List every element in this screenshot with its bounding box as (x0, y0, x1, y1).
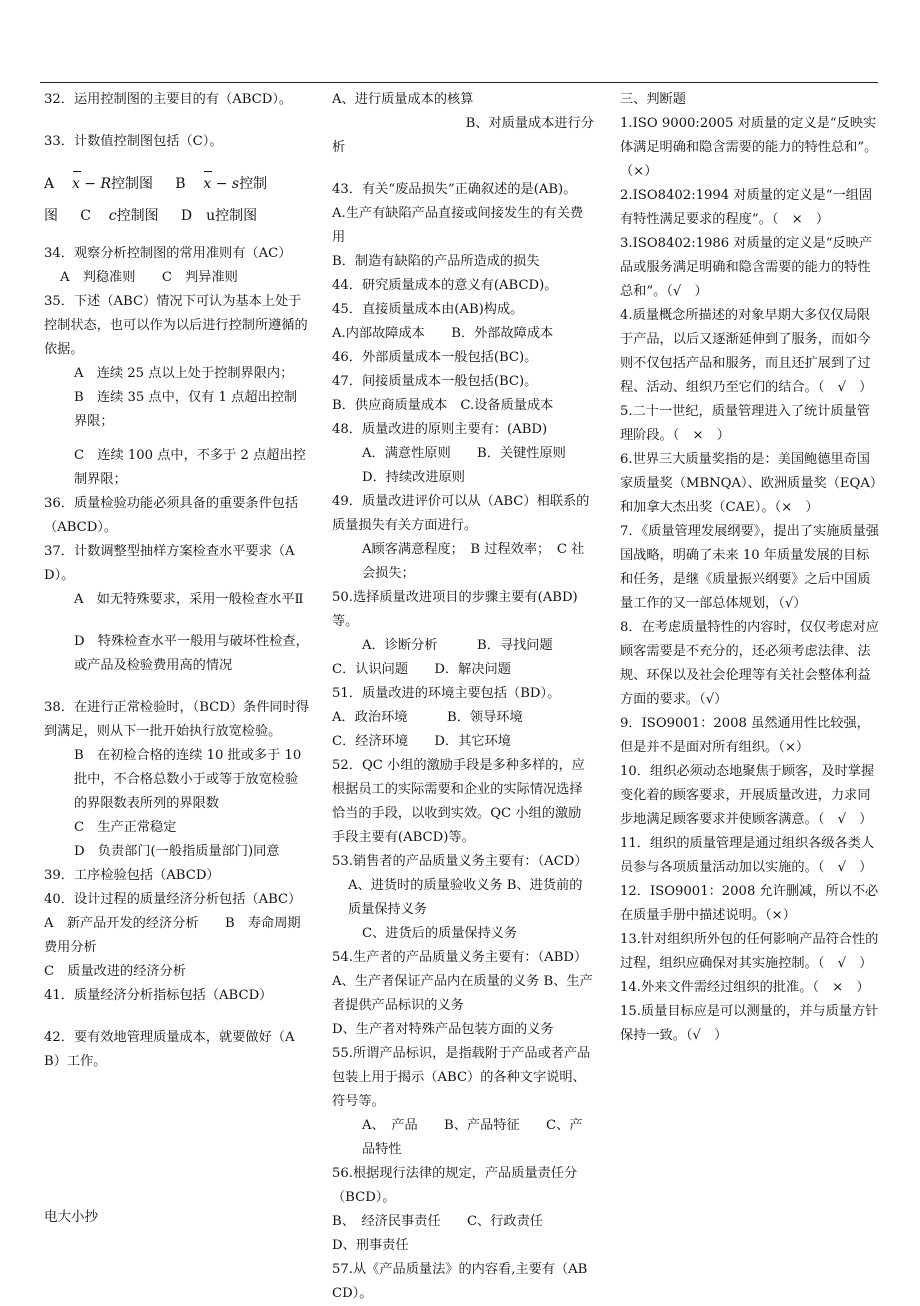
judgement-8: 8．在考虑质量特性的内容时，仅仅考虑对应顾客需要是不充分的，还必须考虑法律、法规、环保以及社会伦理等有关社会整体利益方面的要求。（√） (620, 620, 879, 707)
question-56: 56.根据现行法律的规定，产品质量责任分（BCD）。 (332, 1166, 578, 1205)
question-35-c: C 连续 100 点中，不多于 2 点超出控制界限； (74, 448, 306, 487)
judgement-10: 10．组织必须动态地聚焦于顾客，及时掌握变化着的顾客要求，开展质量改进，力求同步地满足顾客要求并使顾客满意。（ √ ） (620, 764, 875, 827)
question-45: 45．直接质量成本由(AB)构成。 (332, 302, 524, 317)
question-55: 55.所谓产品标识，是指载附于产品或者产品包装上用于揭示（ABC）的各种文字说明、符号等。 (332, 1046, 591, 1109)
judgement-5: 5.二十一世纪，质量管理进入了统计质量管理阶段。（ × ） (620, 404, 870, 443)
column-3 (620, 88, 882, 1048)
question-40: 40．设计过程的质量经济分析包括（ABC） (44, 892, 302, 907)
question-47: 47．间接质量成本一般包括(BC)。 (332, 374, 538, 389)
question-54-ab: A、生产者保证产品内在质量的义务 B、生产者提供产品标识的义务 (332, 974, 593, 1013)
question-41: 41．质量经济分析指标包括（ABCD） (44, 988, 273, 1003)
question-53: 53.销售者的产品质量义务主要有：（ACD） (332, 854, 588, 869)
question-52: 52．QC 小组的激励手段是多种多样的，应根据员工的实际需要和企业的实际情况选择恰当的手段，以收到实效。QC 小组的激励手段主要有(ABCD)等。 (332, 758, 585, 845)
judgement-1: 1.ISO 9000:2005 对质量的定义是“反映实体满足明确和隐含需要的能力的特性总和”。（×） (620, 116, 878, 179)
question-37: 37．计数调整型抽样方案检查水平要求（AD）。 (44, 544, 295, 583)
question-42-a: A、进行质量成本的核算 (332, 92, 474, 107)
option-b-label: B (175, 176, 186, 192)
judgement-11: 11．组织的质量管理是通过组织各级各类人员参与各项质量活动加以实施的。（ √ ） (620, 836, 875, 875)
option-a-tail: 控制图 (111, 176, 154, 192)
question-40-c: C 质量改进的经济分析 (44, 964, 186, 979)
question-50-cd: C．认识问题 D．解决问题 (332, 662, 511, 677)
question-49-options: A顾客满意程度； B 过程效率； C 社会损失； (362, 542, 585, 581)
question-56-bc: B、 经济民事责任 C、行政责任 (332, 1214, 543, 1229)
judgement-14: 14.外来文件需经过组织的批准。（ × ） (620, 980, 870, 995)
question-55-options: A、 产品 B、产品特征 C、产品特性 (362, 1118, 583, 1157)
question-48: 48．质量改进的原则主要有：(ABD) (332, 422, 548, 437)
judgement-7: 7．《质量管理发展纲要》，提出了实施质量强国战略，明确了未来 10 年质量发展的目标和任务，是继《质量振兴纲要》之后中国质量工作的又一部总体规划，（√） (620, 524, 879, 611)
question-54-d: D、生产者对特殊产品包装方面的义务 (332, 1022, 554, 1037)
question-36: 36．质量检验功能必须具备的重要条件包括（ABCD）。 (44, 496, 299, 535)
question-46: 46．外部质量成本一般包括(BC)。 (332, 350, 538, 365)
question-54: 54.生产者的产品质量义务主要有：（ABD） (332, 950, 588, 965)
judgement-3: 3.ISO8402:1986 对质量的定义是“反映产品或服务满足明确和隐含需要的能力的特性总和”。（√ ） (620, 236, 873, 299)
page-footer: 电大小抄 (44, 1209, 98, 1225)
option-c-label: C (80, 208, 91, 224)
question-50: 50.选择质量改进项目的步骤主要有(ABD)等。 (332, 590, 578, 629)
question-33: 33．计数值控制图包括（C）。 (44, 134, 223, 149)
question-34-options: A 判稳准则 C 判异准则 (60, 270, 238, 285)
question-57: 57.从《产品质量法》的内容看,主要有（ABCD）。 (332, 1262, 588, 1301)
question-37-d: D 特殊检查水平一般用与破坏性检查，或产品及检验费用高的情况 (74, 634, 309, 673)
judgement-4: 4.质量概念所描述的对象早期大多仅仅局限于产品，以后又逐渐延伸到了服务，而如今则不仅包括产品和服务，而且还扩展到了过程、活动、组织乃至它们的结合。（ √ ） (620, 308, 873, 395)
question-56-d: D、刑事责任 (332, 1238, 409, 1253)
question-35: 35．下述（ABC）情况下可认为基本上处于控制状态，也可以作为以后进行控制所遵循的依据。 (44, 294, 308, 357)
question-40-ab: A 新产品开发的经济分析 B 寿命周期费用分析 (44, 916, 301, 955)
question-53-c: C、进货后的质量保持义务 (362, 926, 518, 941)
question-35-a: A 连续 25 点以上处于控制界限内； (74, 366, 294, 381)
judgement-6: 6.世界三大质量奖指的是：美国鲍德里奇国家质量奖（MBNQA）、欧洲质量奖（EQA）和加拿大杰出奖（CAE）。（× ） (620, 452, 877, 515)
xbar-s-formula: x − s (203, 168, 239, 200)
judgement-15: 15.质量目标应是可以测量的，并与质量方针保持一致。（√ ） (620, 1004, 879, 1043)
judgement-2: 2.ISO8402:1994 对质量的定义是“一组固有特性满足要求的程度”。（ × ） (620, 188, 873, 227)
question-43-a: A.生产有缺陷产品直接或间接发生的有关费用 (332, 206, 584, 245)
question-38-c: C 生产正常稳定 (74, 820, 177, 835)
question-51: 51．质量改进的环境主要包括（BD）。 (332, 686, 561, 701)
question-53-ab: A、进货时的质量验收义务 B、进货前的质量保持义务 (348, 878, 583, 917)
xbar-r-formula: x − R (72, 168, 111, 200)
question-37-a: A 如无特殊要求，采用一般检查水平Ⅱ (74, 592, 304, 607)
section-heading-judgement: 三、判断题 (620, 92, 686, 107)
column-2 (332, 88, 594, 1306)
question-48-d: D．持续改进原则 (362, 470, 465, 485)
question-38: 38．在进行正常检验时，（BCD）条件同时得到满足，则从下一批开始执行放宽检验。 (44, 700, 309, 739)
question-48-ab: A．满意性原则 B．关键性原则 (362, 446, 566, 461)
question-51-ab: A．政治环境 B．领导环境 (332, 710, 523, 725)
question-50-ab: A．诊断分析 B．寻找问题 (362, 638, 553, 653)
option-d: D u控制图 (180, 208, 258, 224)
option-b-tail: 控制 (239, 176, 268, 192)
c-chart-symbol: c (108, 208, 117, 224)
question-38-d: D 负责部门(一般指质量部门)同意 (74, 844, 280, 859)
option-c-tail: 控制图 (116, 208, 159, 224)
question-49: 49．质量改进评价可以从（ABC）相联系的质量损失有关方面进行。 (332, 494, 590, 533)
judgement-13: 13.针对组织所外包的任何影响产品符合性的过程，组织应确保对其实施控制。（ √ ） (620, 932, 879, 971)
judgement-9: 9．ISO9001：2008 虽然通用性比较强，但是并不是面对所有组织。（×） (620, 716, 870, 755)
option-a-label: A (44, 176, 55, 192)
question-38-b: B 在初检合格的连续 10 批或多于 10 批中，不合格总数小于或等于放宽检验的界限数表所列的界限数 (74, 748, 306, 811)
question-42-b-wrap: 析 (332, 140, 346, 155)
question-44: 44．研究质量成本的意义有(ABCD)。 (332, 278, 558, 293)
question-42: 42．要有效地管理质量成本，就要做好（AB）工作。 (44, 1030, 295, 1069)
question-33-options (44, 168, 310, 232)
option-b-wrap: 图 (44, 208, 58, 224)
question-43-b: B．制造有缺陷的产品所造成的损失 (332, 254, 540, 269)
question-32: 32．运用控制图的主要目的有（ABCD）。 (44, 92, 293, 107)
question-45-options: A.内部故障成本 B．外部故障成本 (332, 326, 554, 341)
question-43: 43．有关“废品损失”正确叙述的是(AB)。 (332, 182, 577, 197)
question-35-b: B 连续 35 点中，仅有 1 点超出控制界限； (74, 390, 298, 429)
question-47-options: B．供应商质量成本 C.设备质量成本 (332, 398, 554, 413)
question-34: 34．观察分析控制图的常用准则有（AC） (44, 246, 292, 261)
judgement-12: 12．ISO9001：2008 允许删减，所以不必在质量手册中描述说明。（×） (620, 884, 879, 923)
header-rule (40, 82, 878, 83)
column-1 (44, 88, 310, 1074)
question-42-b: B、对质量成本进行分 (465, 116, 594, 131)
question-39: 39．工序检验包括（ABCD） (44, 868, 220, 883)
question-51-cd: C．经济环境 D．其它环境 (332, 734, 511, 749)
